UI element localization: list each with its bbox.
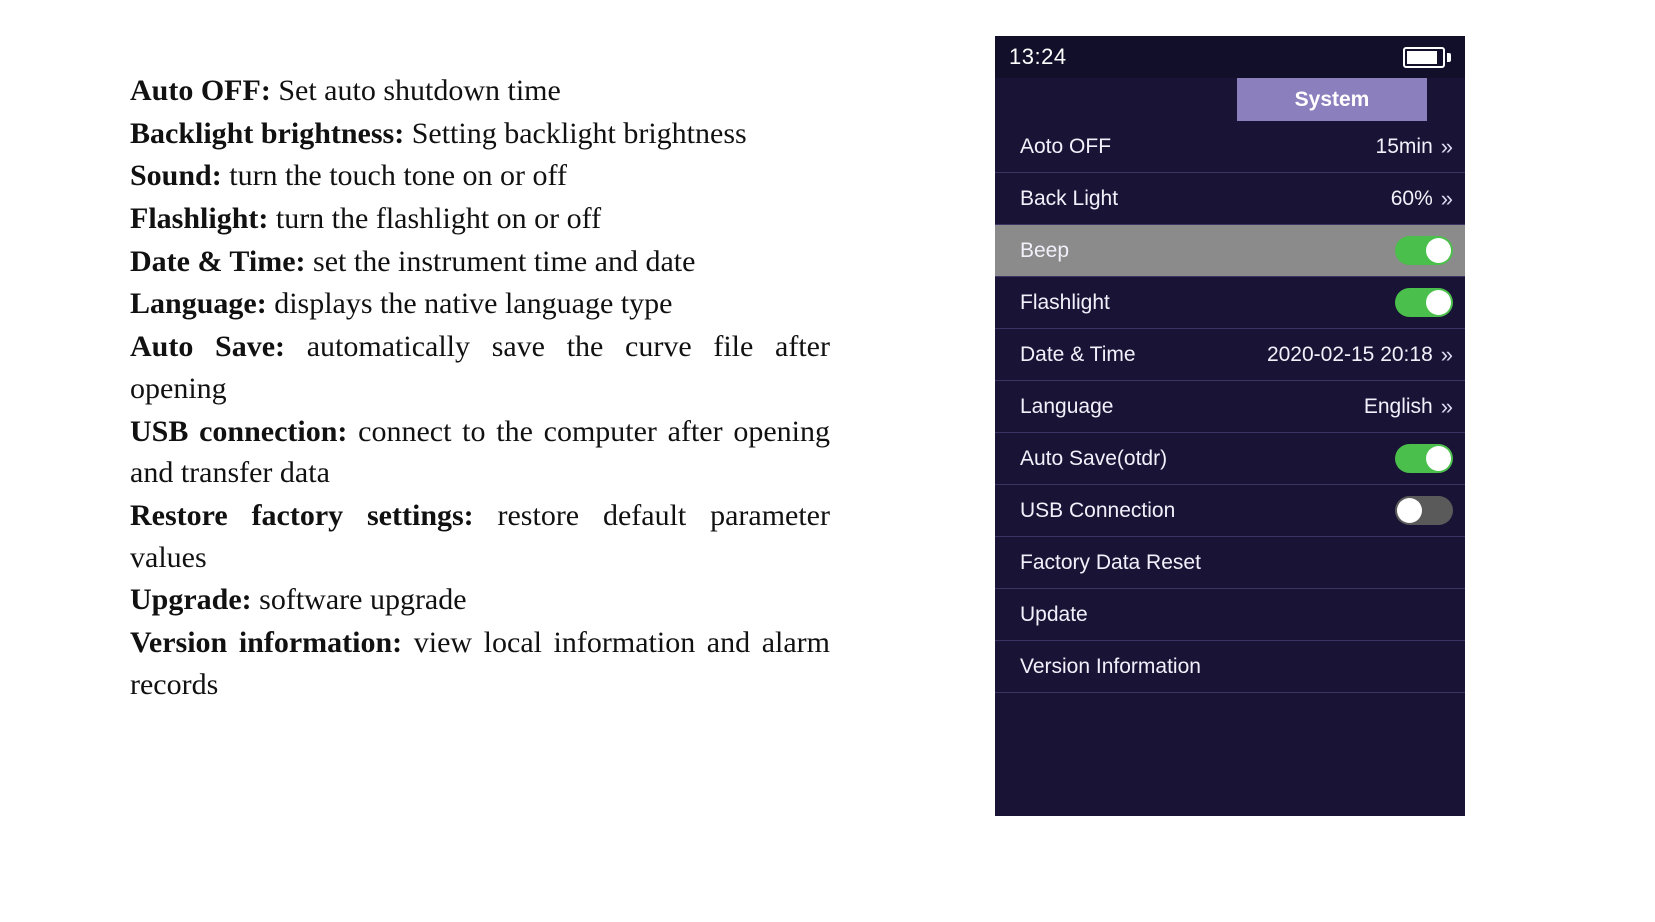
settings-row-control (1376, 135, 1453, 159)
settings-row[interactable] (995, 329, 1465, 381)
doc-entry-term: Auto OFF: (130, 74, 271, 107)
settings-row-control (1395, 496, 1453, 525)
doc-entry-description: Setting backlight brightness (404, 116, 747, 150)
doc-entry-description: connect to the computer after opening and transfer data (130, 414, 830, 490)
doc-entry (130, 283, 830, 325)
settings-row-label: Beep (1020, 238, 1070, 262)
chevron-right-icon[interactable]: » (1440, 393, 1453, 419)
doc-entry (130, 495, 830, 578)
doc-entry-term: Date & Time: (130, 244, 306, 278)
doc-entry-term: Restore factory settings: (130, 498, 474, 532)
documentation-panel (130, 70, 830, 706)
settings-row-label: Date & Time (1020, 342, 1136, 366)
settings-row-control (1364, 395, 1453, 419)
doc-entry-term: Language: (130, 287, 267, 321)
tab-bar-right-spacer (1427, 78, 1465, 121)
settings-row-control (1267, 343, 1453, 367)
doc-entry-term: USB connection: (130, 414, 348, 448)
status-clock: 13:24 (1009, 44, 1067, 69)
doc-entry-term: Backlight brightness: (130, 116, 405, 150)
settings-row-value: 60% (1390, 186, 1433, 210)
toggle-knob (1426, 290, 1451, 315)
tab-bar-spacer (995, 78, 1237, 121)
doc-entry-description: turn the touch tone on or off (221, 159, 567, 193)
toggle-knob (1397, 498, 1422, 523)
doc-entry-term: Upgrade: (130, 583, 252, 617)
settings-row-toggle[interactable] (1395, 496, 1453, 525)
device-screen (995, 36, 1465, 816)
settings-row-label: Language (1020, 394, 1114, 418)
settings-row-label: Aoto OFF (1020, 134, 1112, 158)
doc-entry-description: automatically save the curve file after opening (130, 330, 830, 405)
doc-entry-description: turn the flashlight on or off (268, 202, 602, 236)
tab-system[interactable]: System (1237, 78, 1427, 121)
settings-row[interactable] (995, 225, 1465, 277)
chevron-right-icon[interactable]: » (1440, 185, 1453, 211)
settings-row[interactable] (995, 589, 1465, 641)
settings-row-label: Factory Data Reset (1020, 550, 1201, 574)
settings-row[interactable] (995, 537, 1465, 589)
toggle-knob (1426, 446, 1451, 471)
doc-entry-description: restore default parameter values (130, 498, 830, 574)
doc-entry-term: Sound: (130, 159, 222, 193)
settings-list (995, 121, 1465, 693)
settings-row-toggle[interactable] (1395, 236, 1453, 265)
chevron-right-icon[interactable]: » (1440, 133, 1453, 159)
settings-row-toggle[interactable] (1395, 288, 1453, 317)
settings-row[interactable] (995, 485, 1465, 537)
settings-row-toggle[interactable] (1395, 444, 1453, 473)
doc-entry (130, 326, 830, 409)
settings-row-control (1395, 444, 1453, 473)
doc-entry (130, 579, 830, 621)
settings-row-value: 2020-02-15 20:18 (1266, 342, 1433, 366)
doc-entry-term: Version information: (130, 625, 403, 659)
doc-entry-term: Flashlight: (130, 202, 269, 236)
settings-row-value: 15min (1375, 134, 1433, 158)
doc-entry-description: software upgrade (251, 583, 467, 617)
settings-row[interactable] (995, 277, 1465, 329)
settings-row[interactable] (995, 173, 1465, 225)
settings-row[interactable] (995, 381, 1465, 433)
settings-row-label: Update (1020, 602, 1088, 626)
battery-icon (1403, 47, 1451, 68)
settings-row-label: USB Connection (1020, 498, 1176, 522)
doc-entry (130, 70, 830, 112)
doc-entry-description: displays the native language type (266, 287, 673, 321)
doc-entry (130, 198, 830, 240)
status-bar (995, 36, 1465, 78)
doc-entry (130, 622, 830, 705)
settings-row-control (1395, 288, 1453, 317)
doc-entry (130, 411, 830, 494)
doc-entry-description: set the instrument time and date (305, 244, 696, 278)
settings-row-control (1395, 236, 1453, 265)
doc-entry-term: Auto Save: (130, 330, 286, 364)
chevron-right-icon[interactable]: » (1440, 341, 1453, 367)
settings-row-label: Back Light (1020, 186, 1119, 210)
settings-row[interactable] (995, 433, 1465, 485)
tab-bar (995, 78, 1465, 121)
settings-row-label: Version Information (1020, 654, 1201, 678)
settings-row[interactable] (995, 121, 1465, 173)
doc-entry-description: Set auto shutdown time (270, 74, 561, 107)
toggle-knob (1426, 238, 1451, 263)
settings-row[interactable] (995, 641, 1465, 693)
doc-entry-description: view local information and alarm records (130, 625, 830, 701)
doc-entry (130, 241, 830, 283)
settings-row-control (1391, 187, 1453, 211)
doc-entry (130, 155, 830, 197)
settings-row-label: Auto Save(otdr) (1020, 446, 1168, 470)
settings-row-label: Flashlight (1020, 290, 1110, 314)
settings-row-value: English (1363, 394, 1433, 418)
doc-entry (130, 113, 830, 155)
